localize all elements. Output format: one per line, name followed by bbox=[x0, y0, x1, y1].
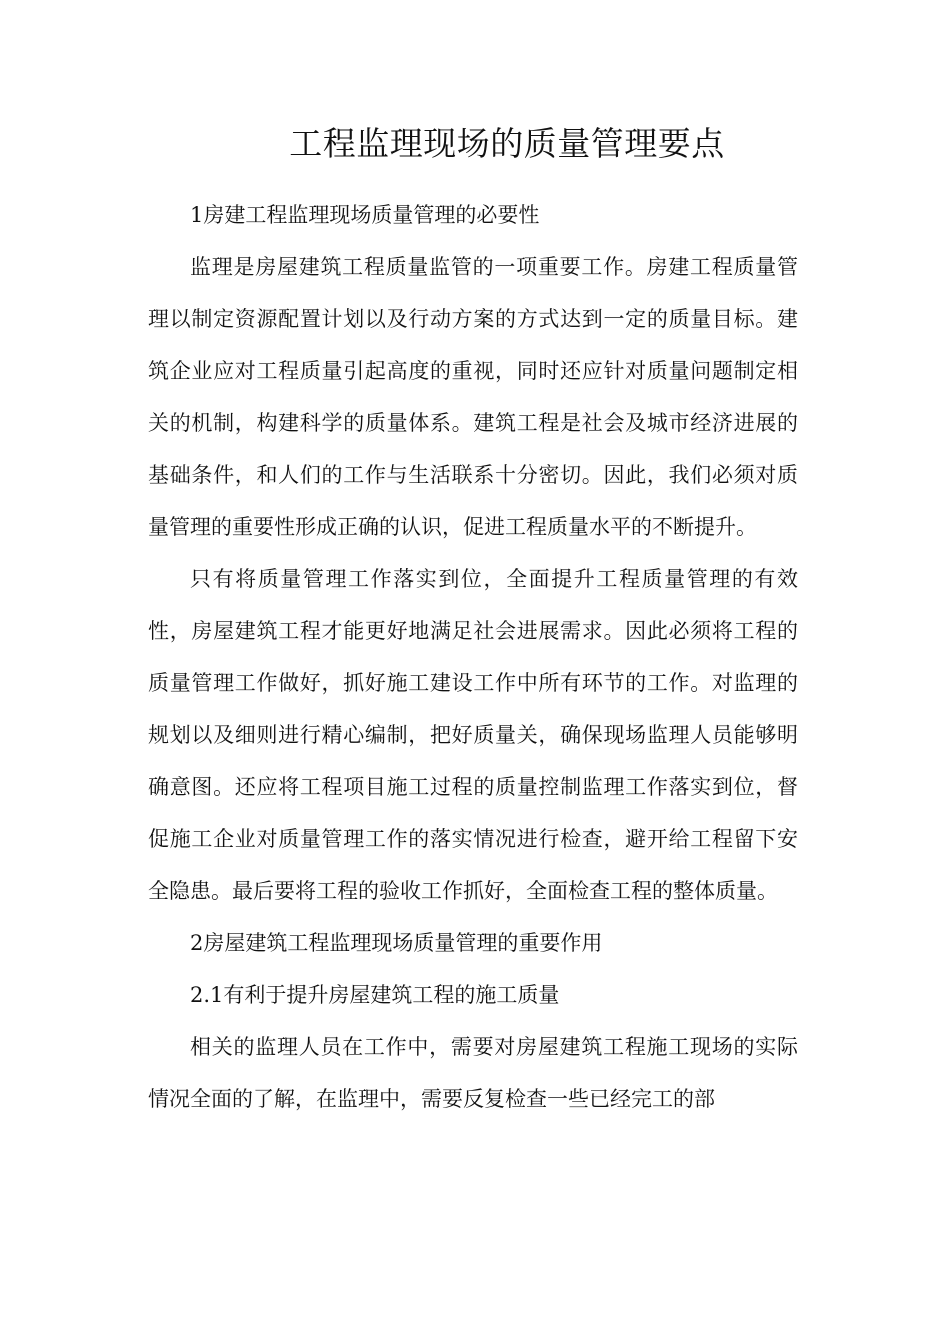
subsection-heading-2-1: 2.1有利于提升房屋建筑工程的施工质量 bbox=[190, 983, 560, 1007]
section-heading-1: 1房建工程监理现场质量管理的必要性 bbox=[190, 203, 540, 227]
paragraph-1: 监理是房屋建筑工程质量监管的一项重要工作。房建工程质量管理以制定资源配置计划以及行动方案的方式达到一定的质量目标。建筑企业应对工程质量引起高度的重视，同时还应针对质量问题制定相关的机制，构建科学的质量体系。建筑工程是社会及城市经济进展的基础条件，和人们的工作与生活联系十分密切。因此，我们必须对质量管理的重要性形成正确的认识，促进工程质量水平的不断提升。 bbox=[148, 255, 798, 539]
document-title: 工程监理现场的质量管理要点 bbox=[289, 124, 725, 163]
paragraph-2: 只有将质量管理工作落实到位，全面提升工程质量管理的有效性，房屋建筑工程才能更好地满足社会进展需求。因此必须将工程的质量管理工作做好，抓好施工建设工作中所有环节的工作。对监理的规划以及细则进行精心编制，把好质量关，确保现场监理人员能够明确意图。还应将工程项目施工过程的质量控制监理工作落实到位，督促施工企业对质量管理工作的落实情况进行检查，避开给工程留下安全隐患。最后要将工程的验收工作抓好，全面检查工程的整体质量。 bbox=[148, 567, 798, 903]
paragraph-3: 相关的监理人员在工作中，需要对房屋建筑工程施工现场的实际情况全面的了解，在监理中，需要反复检查一些已经完工的部 bbox=[148, 1035, 798, 1111]
document-body bbox=[148, 189, 798, 1125]
section-heading-2: 2房屋建筑工程监理现场质量管理的重要作用 bbox=[190, 931, 603, 955]
